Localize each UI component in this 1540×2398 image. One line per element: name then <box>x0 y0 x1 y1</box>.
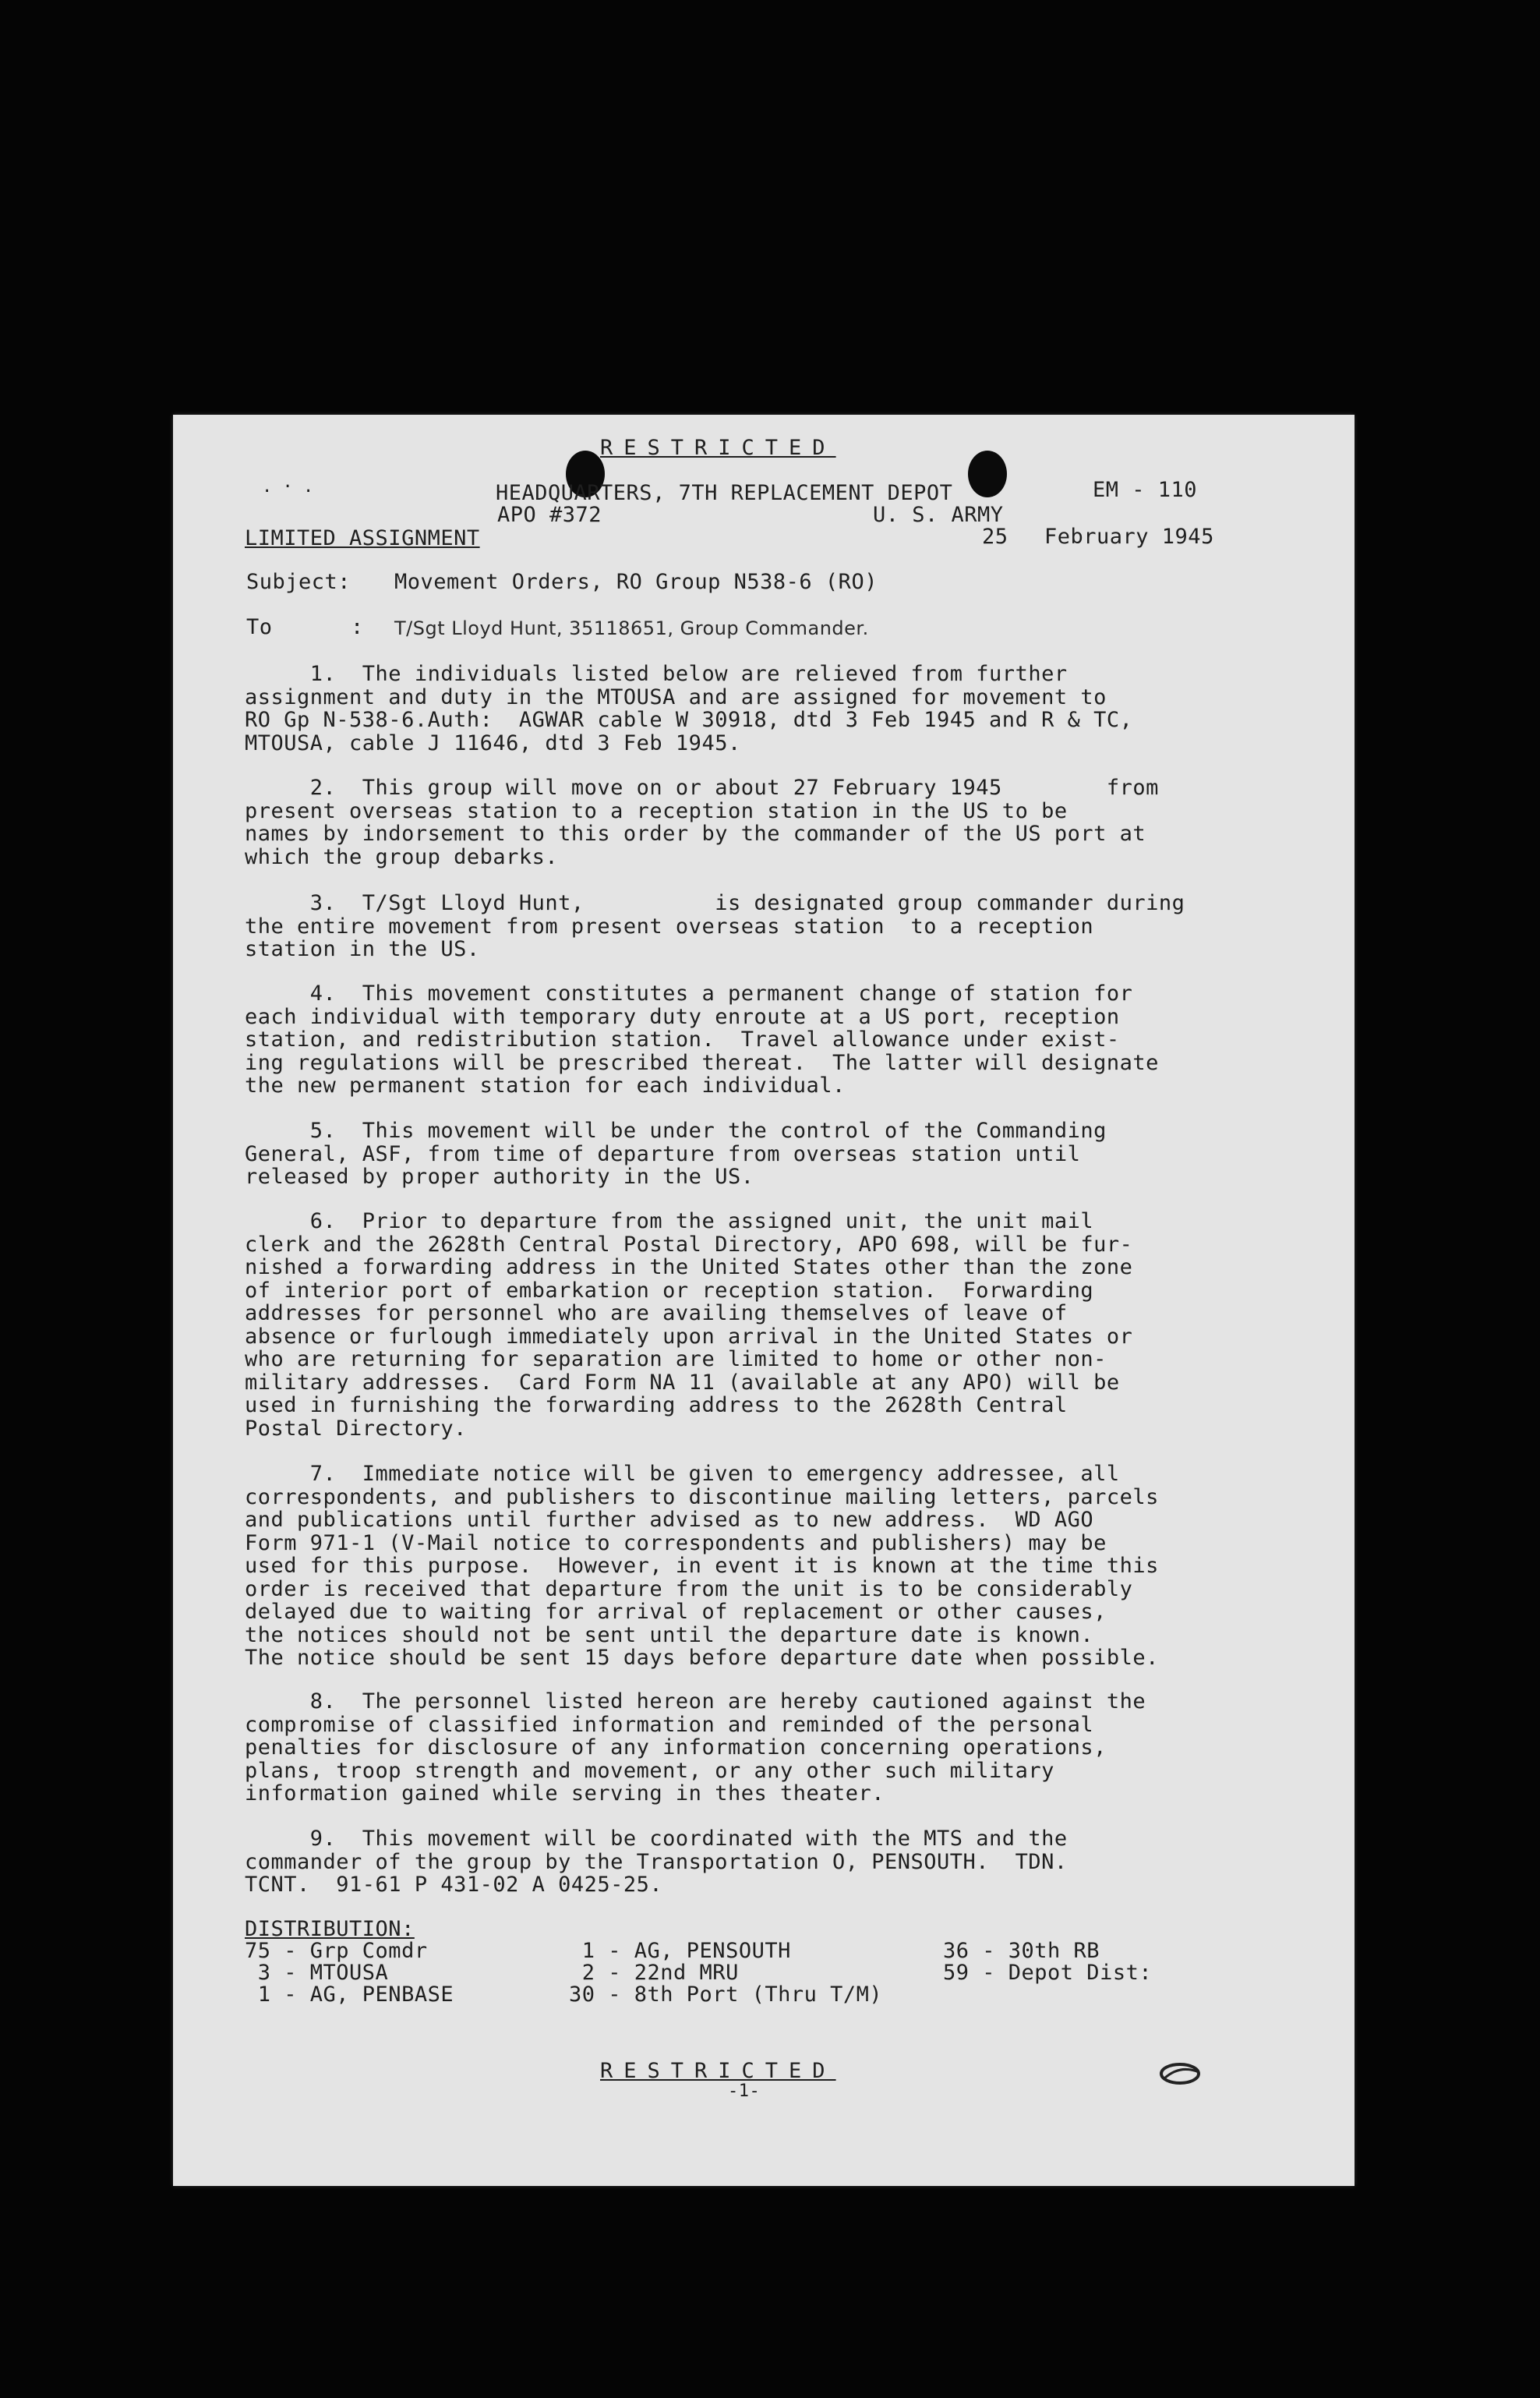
date-month-year: February 1945 <box>1044 525 1214 549</box>
distribution-col1-row2: 3 - MTOUSA <box>245 1961 389 1985</box>
limited-assignment: LIMITED ASSIGNMENT <box>245 526 480 550</box>
ink-stamp-mark <box>1157 2058 1206 2089</box>
distribution-col2-row2: 2 - 22nd MRU <box>569 1961 739 1985</box>
mark-dots: . · . <box>262 477 314 497</box>
hq-line: HEADQUARTERS, 7TH REPLACEMENT DEPOT <box>496 481 953 505</box>
distribution-col3-row1: 36 - 30th RB <box>943 1939 1100 1963</box>
em-number: EM - 110 <box>1093 478 1198 502</box>
paragraph-2: 2. This group will move on or about 27 February 1945 from present overseas station to a reception station in the US to be names by indorsement to this order by the commander of the US port at which the group debarks. <box>245 776 1159 869</box>
restricted-footer: RESTRICTED <box>600 2059 836 2083</box>
distribution-col2-row3: 30 - 8th Port (Thru T/M) <box>569 1982 883 2007</box>
document-page <box>173 415 1355 2186</box>
paragraph-8: 8. The personnel listed hereon are hereby cautioned against the compromise of classified information and reminded of the personal penalties for disclosure of any information concerning operations, plans, troop strength and movement, or any other such military information gained while serving in thes theater. <box>245 1689 1146 1806</box>
to-text: T/Sgt Lloyd Hunt, 35118651, Group Commander. <box>394 617 869 639</box>
restricted-header: RESTRICTED <box>600 436 836 460</box>
to-colon: : <box>351 615 364 639</box>
subject-label: Subject: <box>246 570 351 594</box>
distribution-heading: DISTRIBUTION: <box>245 1917 415 1941</box>
date-day: 25 <box>982 525 1008 549</box>
punch-hole-right <box>968 451 1007 497</box>
paragraph-4: 4. This movement constitutes a permanent change of station for each individual with temporary duty enroute at a US port, reception station, and redistribution station. Travel allowance under exist- ing regulations will be prescribed thereat. The latter will designate the new permanent station for each individual. <box>245 981 1159 1098</box>
to-label: To <box>246 615 273 639</box>
distribution-col1-row3: 1 - AG, PENBASE <box>245 1982 454 2007</box>
apo-line: APO #372 <box>497 503 602 527</box>
paragraph-9: 9. This movement will be coordinated with the MTS and the commander of the group by the Transportation O, PENSOUTH. TDN. TCNT. 91-61 P 431-02 A 0425-25. <box>245 1827 1068 1897</box>
paragraph-7: 7. Immediate notice will be given to emergency addressee, all correspondents, and publishers to discontinue mailing letters, parcels and publications until further advised as to new address. WD AGO Form 971-1 (V-Mail notice to correspondents and publishers) may be used for this purpose. However, in event it is known at the time this order is received that departure from the unit is to be considerably delayed due to waiting for arrival of replacement or other causes, the notices should not be sent until the departure date is known. The notice should be sent 15 days before departure date when possible. <box>245 1462 1159 1670</box>
army-line: U. S. ARMY <box>873 503 1004 527</box>
distribution-col2-row1: 1 - AG, PENSOUTH <box>569 1939 791 1963</box>
subject-text: Movement Orders, RO Group N538-6 (RO) <box>394 570 878 594</box>
distribution-col3-row2: 59 - Depot Dist: <box>943 1961 1153 1985</box>
page-number: -1- <box>728 2081 761 2101</box>
paragraph-5: 5. This movement will be under the control of the Commanding General, ASF, from time of departure from overseas station until released by proper authority in the US. <box>245 1119 1107 1189</box>
paragraph-6: 6. Prior to departure from the assigned unit, the unit mail clerk and the 2628th Central Postal Directory, APO 698, will be fur- nished a forwarding address in the United States other than the zone of interior port of embarkation or reception station. Forwarding addresses for personnel who are availing themselves of leave of absence or furlough immediately upon arrival in the United States or who are returning for separation are limited to home or other non- military addresses. Card Form NA 11 (available at any APO) will be used in furnishing the forwarding address to the 2628th Central Postal Directory. <box>245 1209 1133 1441</box>
paragraph-1: 1. The individuals listed below are relieved from further assignment and duty in the MTOUSA and are assigned for movement to RO Gp N-538-6.Auth: AGWAR cable W 30918, dtd 3 Feb 1945 and R & TC, MTOUSA, cable J 11646, dtd 3 Feb 1945. <box>245 662 1133 755</box>
paragraph-3: 3. T/Sgt Lloyd Hunt, is designated group commander during the entire movement from present overseas station to a reception station in the US. <box>245 891 1185 961</box>
distribution-col1-row1: 75 - Grp Comdr <box>245 1939 428 1963</box>
